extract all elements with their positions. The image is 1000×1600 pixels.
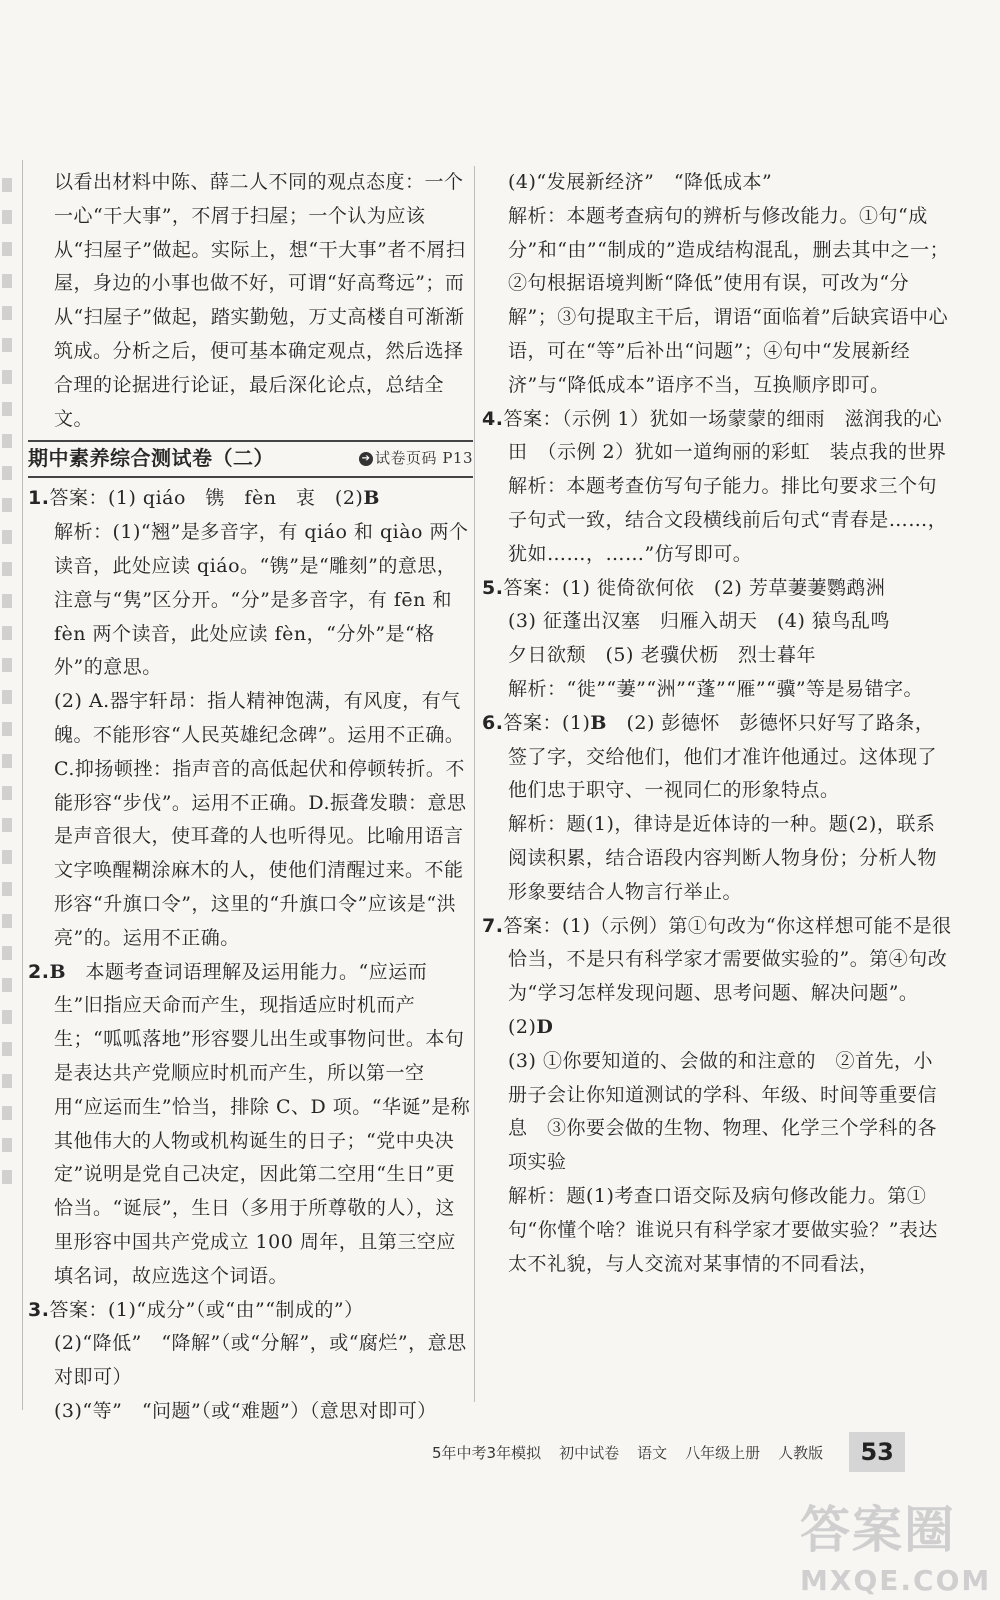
question-number: 5. (482, 576, 504, 599)
q1-analysis-1: 解析：(1)“翘”是多音字，有 qiáo 和 qiào 两个读音，此处应读 qiáo。“镌”是“雕刻”的意思，注意与“隽”区分开。“分”是多音字，有 fēn 和 fèn 两个读音，此处应读 fèn，“分外”是“格外”的意思。 (54, 521, 469, 679)
q3-answer-2: (2)“降低” “降解”（或“分解”，或“腐烂”，意思对即可） (54, 1332, 467, 1389)
binding-edge (0, 160, 23, 1410)
q3-answer-3: (3)“等” “问题”（或“难题”）（意思对即可） (54, 1399, 437, 1422)
section-header (28, 440, 473, 478)
question-6 (482, 707, 952, 808)
column-divider (474, 166, 475, 1402)
q2-answer-letter: B (49, 960, 67, 983)
q3-answer-1: 答案：(1)“成分”（或“由”“制成的”） (49, 1298, 364, 1321)
q2-analysis: 本题考查词语理解及运用能力。“应运而生”旧指应天命而产生，现指适应时机而产生；“呱呱落地”形容婴儿出生或事物问世。本句是表达共产党顺应时机而产生，所以第一空用“应运而生”恰当，排除 C、D 项。“华诞”是称其他伟大的人物或机构诞生的日子；“党中央决定”说明是党自己决定，因此第二空用“生日”更恰当。“诞辰”，生日（多用于所尊敬的人），这里形容中国共产党成立 100 周年，且第三空应填名词，故应选这个词语。 (54, 960, 471, 1287)
q6-answer-pre: 答案：(1) (503, 711, 591, 734)
right-column (482, 166, 952, 1281)
watermark (800, 1490, 990, 1595)
q3-answer-4: (4)“发展新经济” “降低成本” (508, 171, 773, 193)
q6-analysis: 解析：题(1)，律诗是近体诗的一种。题(2)，联系阅读积累，结合语段内容判断人物身份；分析人物形象要结合人物言行举止。 (508, 813, 938, 903)
question-number: 3. (28, 1298, 50, 1321)
section-ref-text: 试卷页码 P13 (375, 449, 473, 468)
footer-edition: 人教版 (778, 1443, 824, 1462)
question-number: 4. (482, 407, 504, 430)
q7-answer-letter: D (536, 1015, 554, 1038)
question-number: 1. (28, 487, 50, 510)
q1-answer: 答案：(1) qiáo 镌 fèn 衷 (2) (49, 487, 364, 510)
section-page-ref (359, 442, 473, 476)
q6-answer-letter: B (590, 711, 607, 734)
q5-answer-2: (3) 征蓬出汉塞 归雁入胡天 (4) 猿鸟乱鸣 (508, 610, 890, 633)
q1-analysis-2: (2) A.器宇轩昂：指人精神饱满，有风度，有气魄。不能形容“人民英雄纪念碑”。运用不正确。C.抑扬顿挫：指声音的高低起伏和停顿转折。不能形容“步伐”。运用不正确。D.振聋发聩：意思是声音很大，使耳聋的人也听得见。比喻用语言文字唤醒糊涂麻木的人，使他们清醒过来。不能形容“升旗口令”，这里的“升旗口令”应该是“洪亮”的。运用不正确。 (54, 690, 467, 949)
page-number: 53 (849, 1432, 905, 1472)
q1-answer-letter: B (363, 487, 380, 510)
q5-analysis: 解析：“徙”“萋”“洲”“蓬”“雁”“骥”等是易错字。 (508, 677, 924, 700)
q7-analysis: 解析：题(1)考查口语交际及病句修改能力。第①句“你懂个啥？谁说只有科学家才要做实验？”表达太不礼貌，与人交流对某事情的不同看法， (508, 1184, 938, 1275)
intro-paragraph: 以看出材料中陈、薛二人不同的观点态度：一个一心“干大事”，不屑于扫屋；一个认为应该从“扫屋子”做起。实际上，想“干大事”者不屑扫屋，身边的小事也做不好，可谓“好高骛远”；而从“扫屋子”做起，踏实勤勉，万丈高楼自可渐渐筑成。分析之后，便可基本确定观点，然后选择合理的论据进行论证，最后深化论点，总结全文。 (54, 171, 466, 430)
footer-series: 5年中考3年模拟 (432, 1443, 542, 1462)
question-number: 6. (482, 711, 504, 734)
page-footer (432, 1432, 952, 1472)
left-column (28, 166, 473, 1429)
footer-grade: 八年级上册 (685, 1443, 761, 1462)
question-5 (482, 572, 952, 606)
q6-answer-post: (2) 彭德怀 彭德怀只好写了路条，签了字，交给他们，他们才准许他通过。这体现了他们忠于职守、一视同仁的形象特点。 (508, 711, 938, 802)
footer-subject: 语文 (637, 1443, 668, 1462)
q4-answer: 答案：（示例 1）犹如一场蒙蒙的细雨 滋润我的心田 （示例 2）犹如一道绚丽的彩虹 装点我的世界 (503, 407, 947, 464)
question-number: 2. (28, 960, 50, 983)
question-2 (28, 956, 473, 1294)
q5-answer: 答案：(1) 徙倚欲何依 (2) 芳草萋萋鹦鹉洲 (503, 576, 886, 599)
q7-part-2 (482, 1011, 952, 1045)
question-number: 7. (482, 914, 504, 937)
section-title: 期中素养综合测试卷（二） (28, 446, 274, 471)
arrow-right-icon: ➔ (359, 452, 373, 466)
q7-answer: 答案：(1)（示例）第①句改为“你这样想可能不是很恰当，不是只有科学家才需要做实验的”。第④句改为“学习怎样发现问题、思考问题、解决问题”。 (503, 914, 952, 1005)
q7-part-3: (3) ①你要知道的、会做的和注意的 ②首先，小册子会让你知道测试的学科、年级、时间等重要信息 ③你要会做的生物、物理、化学三个学科的各项实验 (508, 1049, 938, 1174)
q5-answer-3: 夕日欲颓 (5) 老骥伏枥 烈士暮年 (508, 644, 816, 667)
q3-analysis: 解析：本题考查病句的辨析与修改能力。①句“成分”和“由”“制成的”造成结构混乱，删去其中之一；②句根据语境判断“降低”使用有误，可改为“分解”；③句提取主干后，谓语“面临着”后缺宾语中心语，可在“等”后补出“问题”；④句中“发展新经济”与“降低成本”语序不当，互换顺序即可。 (508, 204, 950, 396)
watermark-title: 答案圈 (800, 1501, 956, 1559)
question-4 (482, 403, 952, 471)
q4-analysis: 解析：本题考查仿写句子能力。排比句要求三个句子句式一致，结合文段横线前后句式“青春是……，犹如……，……”仿写即可。 (508, 475, 948, 565)
question-3 (28, 1294, 473, 1328)
q7-part-2-label: (2) (508, 1015, 537, 1038)
question-1 (28, 482, 473, 516)
question-7 (482, 910, 952, 1011)
footer-type: 初中试卷 (559, 1443, 620, 1462)
watermark-url: MXQE.COM (800, 1564, 992, 1597)
